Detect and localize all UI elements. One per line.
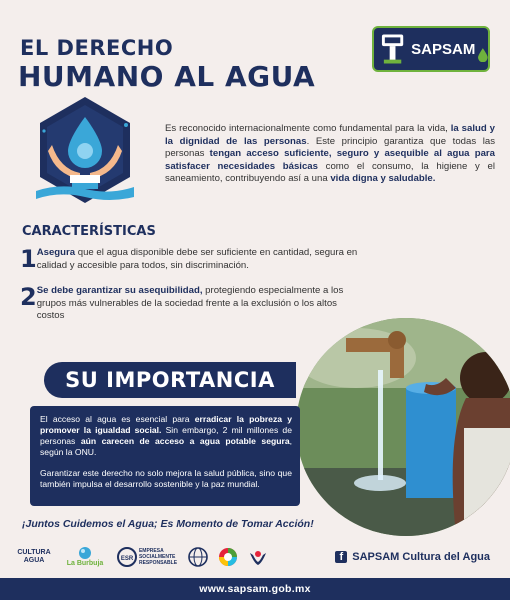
esr-logo [116,547,178,567]
logo-text: SAPSAM [411,40,476,58]
title-line-1: EL DERECHO [20,36,174,60]
title-line-2: HUMANO AL AGUA [18,60,316,93]
imp-text-2: Sin embargo, 2 mil millones de personas [40,425,292,446]
website-url[interactable]: www.sapsam.gob.mx [199,583,311,595]
importancia-box [30,406,300,506]
caracteristica-item-1 [20,247,365,272]
intro-paragraph [165,123,495,186]
esr-text-1: EMPRESA [138,548,164,554]
intro-bold-1: la salud y la dignidad de las personas [165,123,495,147]
un-globe-logo [188,547,208,567]
caracteristica-item-2 [20,285,365,323]
intro-bold-3: vida digna y saludable. [330,173,436,185]
facebook-line [335,551,490,563]
intro-text-3: como el consumo, la higiene y el saneamiento, contribuyendo así a una [165,160,495,185]
child-drinking-photo [296,318,510,536]
imp-bold-2: aún carecen de acceso a agua potable segura [80,436,290,446]
item-body: protegiendo especialmente a los grupos más vulnerables de la sociedad frente a la exclusión o los altos costos [36,285,344,322]
item-body: que el agua disponible debe ser suficiente en cantidad, segura en calidad y accesible para todos, sin discriminación. [36,247,358,271]
hands-water-drop-icon [30,95,140,205]
item-number: 1 [20,245,37,273]
la-burbuja-text: La Burbuja [66,560,104,567]
item-text [37,285,365,323]
esr-text-2: SOCIALMENTE [138,554,176,560]
hands-logo [248,547,268,567]
sdg-wheel-icon [218,547,238,567]
imp-text-3: , según la ONU. [40,436,292,457]
sapsam-logo [372,26,490,72]
item-text [37,247,365,272]
bubble-icon [77,546,93,560]
esr-seal-icon [117,547,137,567]
item-bold: Asegura [36,247,76,258]
facebook-page-name: SAPSAM Cultura del Agua [352,551,490,563]
footer-bar [0,578,510,600]
imp-text-1: El acceso al agua es esencial para [40,414,195,424]
facebook-icon: f [335,551,347,563]
intro-text-1: Es reconocido internacionalmente como fundamental para la vida, [165,123,451,134]
water-tower-icon [380,32,405,66]
caracteristicas-title: CARACTERÍSTICAS [22,224,156,239]
importancia-paragraph-2: Garantizar este derecho no solo mejora la salud pública, sino que también impulsa el desarrollo sostenible y la paz mundial. [40,468,292,489]
cultura-agua-logo [14,549,54,565]
la-burbuja-logo [64,546,106,568]
call-to-action: ¡Juntos Cuidemos el Agua; Es Momento de Tomar Acción! [22,518,314,530]
item-number: 2 [20,283,37,311]
importancia-paragraph-1 [40,414,292,458]
hands-icon [248,547,268,567]
intro-bold-2: tengan acceso suficiente, seguro y asequible al agua para satisfacer necesidades básicas [165,148,495,172]
intro-text-2: . Este principio garantiza que todas las personas [165,135,495,160]
esr-text-3: RESPONSABLE [138,560,178,566]
globe-icon [188,547,208,567]
water-drop-icon [478,48,488,62]
esr-mark-text: ESR [120,556,134,562]
importancia-title: SU IMPORTANCIA [65,368,275,392]
sdg-wheel-logo [218,547,238,567]
cultura-agua-text: CULTURA AGUA [17,549,51,564]
importancia-banner [44,362,296,398]
item-bold: Se debe garantizar su asequibilidad, [36,285,203,296]
imp-bold-1: erradicar la pobreza y promover la igualdad social. [40,414,292,435]
